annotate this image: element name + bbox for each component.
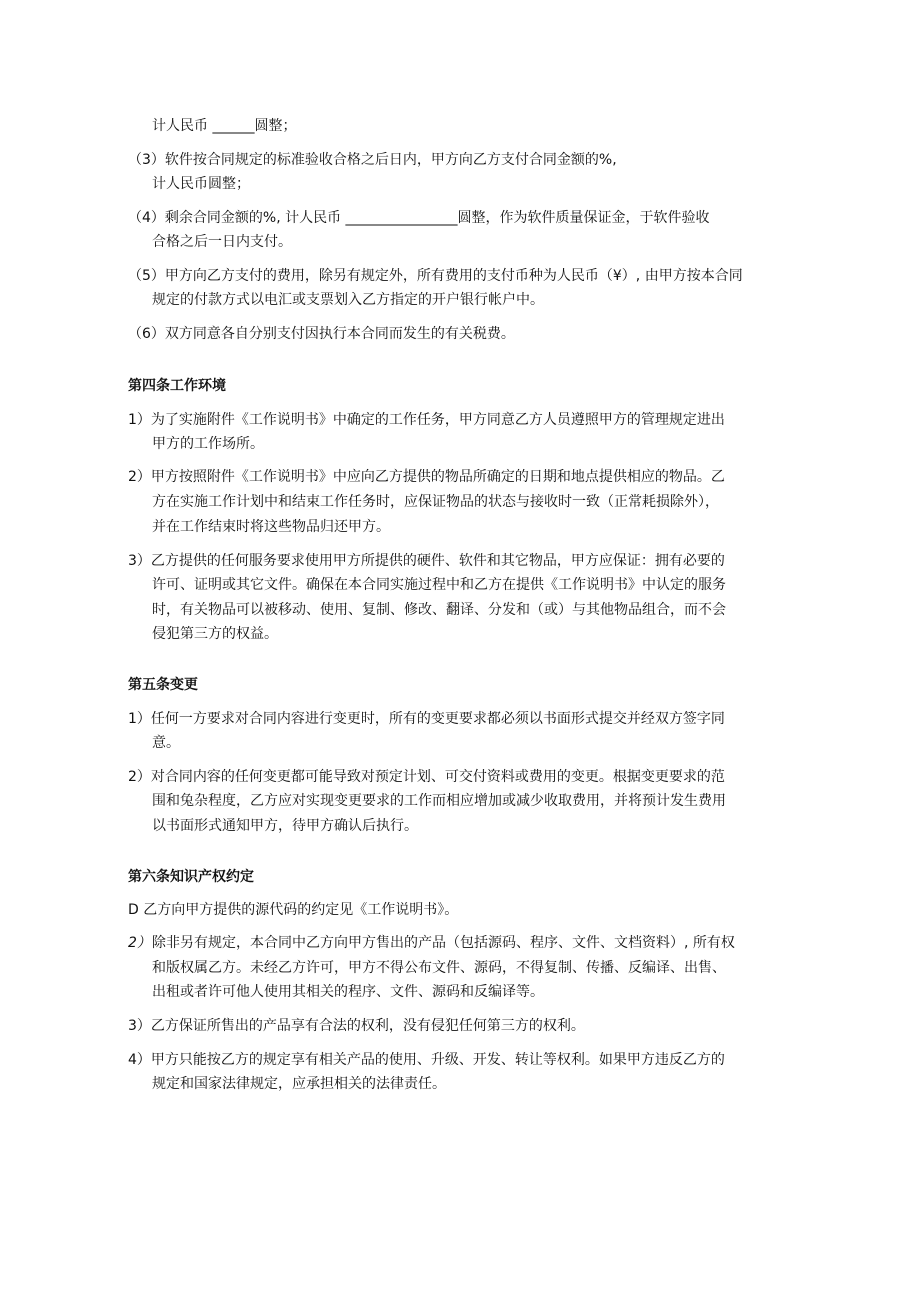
article-4-item-1-line1: 1）为了实施附件《工作说明书》中确定的工作任务，甲方同意乙方人员遵照甲方的管理规定进出 bbox=[128, 412, 725, 428]
article-4-item-3-line3: 时，有关物品可以被移动、使用、复制、修改、翻译、分发和（或）与其他物品组合，而不会 bbox=[152, 602, 726, 618]
payment-item-5-line2: 规定的付款方式以电汇或支票划入乙方指定的开户银行帐户中。 bbox=[152, 292, 544, 308]
payment-item-4-line1: （4）剩余合同金额的%, 计人民币 ________________圆整，作为软件质量保证金，于软件验收 bbox=[128, 210, 710, 226]
article-4-item-3-line4: 侵犯第三方的权益。 bbox=[152, 626, 278, 642]
article-6-item-2-number: 2） bbox=[128, 935, 151, 951]
article-6-item-4-line1: 4）甲方只能按乙方的规定享有相关产品的使用、升级、开发、转让等权利。如果甲方违反乙方的 bbox=[128, 1052, 725, 1068]
article-6-item-2-line1: 除非另有规定，本合同中乙方向甲方售出的产品（包括源码、程序、文件、文档资料）, 所有权 bbox=[152, 935, 735, 951]
payment-item-4-line2: 合格之后一日内支付。 bbox=[152, 234, 292, 250]
article-6-item-3-line1: 3）乙方保证所售出的产品享有合法的权利，没有侵犯任何第三方的权利。 bbox=[128, 1018, 585, 1034]
article-6-item-4-line2: 规定和国家法律规定，应承担相关的法律责任。 bbox=[152, 1076, 446, 1092]
payment-item-5-line1: （5）甲方向乙方支付的费用，除另有规定外，所有费用的支付币种为人民币（¥）, 由甲方按本合同 bbox=[128, 268, 743, 284]
article-6-title: 第六条知识产权约定 bbox=[128, 869, 254, 885]
payment-item-2-tail: 计人民币 ______圆整； bbox=[152, 118, 297, 134]
payment-item-3-line2: 计人民币圆整； bbox=[152, 176, 250, 192]
article-5-item-1-line1: 1）任何一方要求对合同内容进行变更时，所有的变更要求都必须以书面形式提交并经双方签字同 bbox=[128, 711, 725, 727]
article-5-title: 第五条变更 bbox=[128, 677, 198, 693]
article-4-item-1-line2: 甲方的工作场所。 bbox=[152, 436, 264, 452]
article-4-item-3-line1: 3）乙方提供的任何服务要求使用甲方所提供的硬件、软件和其它物品，甲方应保证：拥有必要的 bbox=[128, 553, 725, 569]
article-6-item-1-line1: D 乙方向甲方提供的源代码的约定见《工作说明书》。 bbox=[128, 902, 459, 918]
article-6-item-2-line2: 和版权属乙方。未经乙方许可，甲方不得公布文件、源码，不得复制、传播、反编译、出售、 bbox=[152, 960, 726, 976]
article-5-item-2-line1: 2）对合同内容的任何变更都可能导致对预定计划、可交付资料或费用的变更。根据变更要求的范 bbox=[128, 769, 725, 785]
article-4-title: 第四条工作环境 bbox=[128, 378, 226, 394]
article-4-item-3-line2: 许可、证明或其它文件。确保在本合同实施过程中和乙方在提供《工作说明书》中认定的服务 bbox=[152, 577, 726, 593]
article-5-item-2-line3: 以书面形式通知甲方，待甲方确认后执行。 bbox=[152, 818, 418, 834]
article-4-item-2-line3: 并在工作结束时将这些物品归还甲方。 bbox=[152, 519, 390, 535]
article-4-item-2-line1: 2）甲方按照附件《工作说明书》中应向乙方提供的物品所确定的日期和地点提供相应的物品。乙 bbox=[128, 469, 725, 485]
article-6-item-2-line3: 出租或者许可他人使用其相关的程序、文件、源码和反编译等。 bbox=[152, 984, 544, 1000]
article-5-item-1-line2: 意。 bbox=[152, 735, 180, 751]
payment-item-3-line1: （3）软件按合同规定的标准验收合格之后日内，甲方向乙方支付合同金额的%, bbox=[128, 152, 617, 168]
article-5-item-2-line2: 围和兔杂程度，乙方应对实现变更要求的工作而相应增加或减少收取费用，并将预计发生费用 bbox=[152, 793, 726, 809]
payment-item-6-line1: （6）双方同意各自分别支付因执行本合同而发生的有关税费。 bbox=[128, 326, 515, 342]
article-4-item-2-line2: 方在实施工作计划中和结束工作任务时，应保证物品的状态与接收时一致（正常耗损除外）， bbox=[152, 494, 719, 510]
